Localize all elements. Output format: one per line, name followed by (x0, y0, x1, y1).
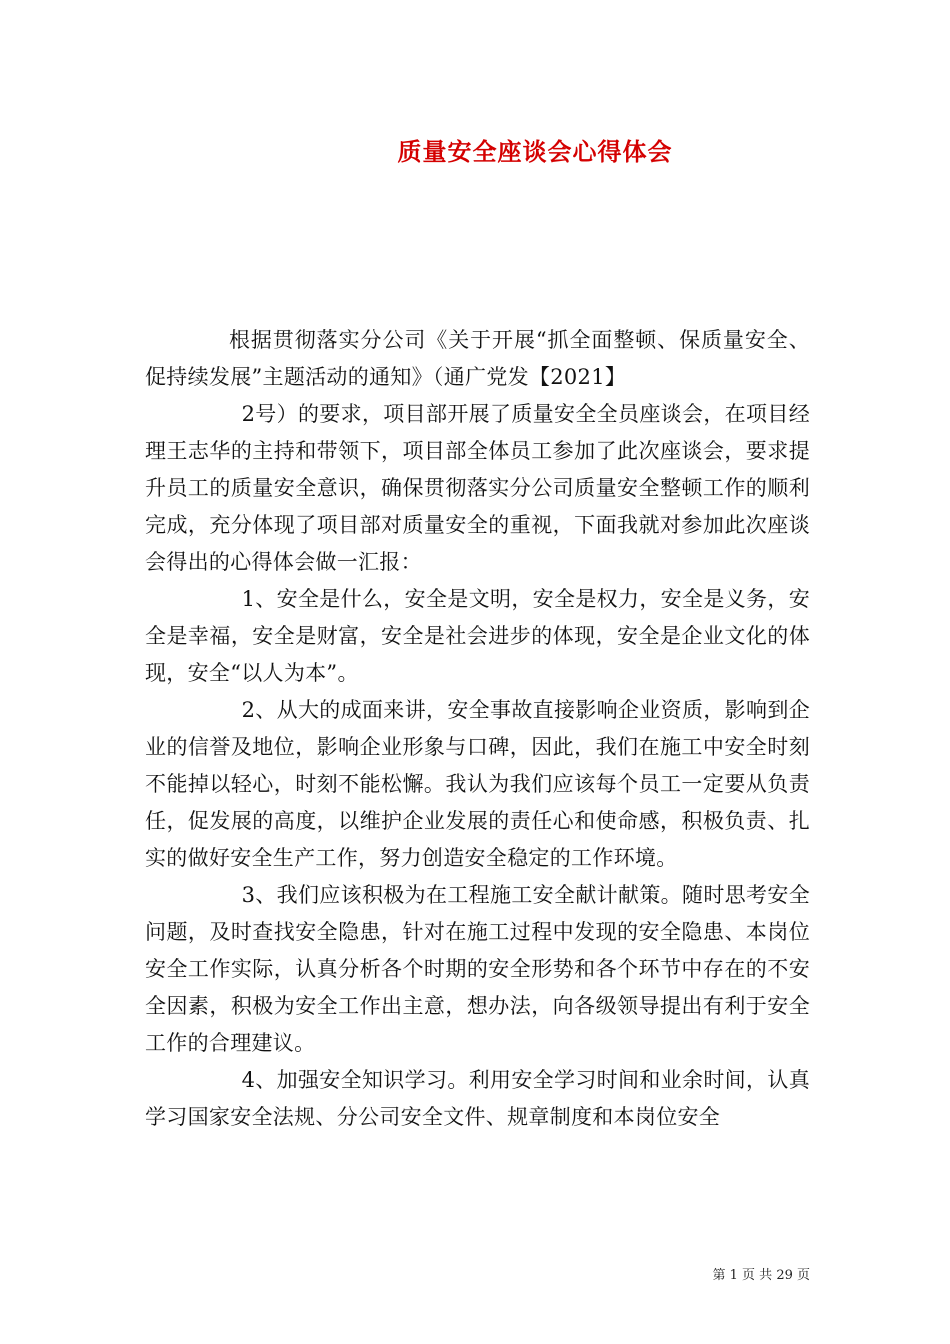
document-title: 质量安全座谈会心得体会 (397, 137, 673, 166)
document-body (145, 322, 810, 1136)
paragraph-point-3: 3、我们应该积极为在工程施工安全献计献策。随时思考安全问题，及时查找安全隐患，针对在施工过程中发现的安全隐患、本岗位安全工作实际，认真分析各个时期的安全形势和各个环节中存在的不安全因素，积极为安全工作出主意，想办法，向各级领导提出有利于安全工作的合理建议。 (145, 883, 810, 1055)
paragraph-point-1: 1、安全是什么，安全是文明，安全是权力，安全是义务，安全是幸福，安全是财富，安全是社会进步的体现，安全是企业文化的体现，安全“以人为本”。 (145, 587, 810, 685)
page-number: 第 1 页 共 29 页 (712, 1268, 810, 1283)
paragraph-intro: 根据贯彻落实分公司《关于开展“抓全面整顿、保质量安全、促持续发展”主题活动的通知》（通广党发【2021】 (145, 328, 810, 389)
paragraph-point-2: 2、从大的成面来讲，安全事故直接影响企业资质，影响到企业的信誉及地位，影响企业形象与口碑，因此，我们在施工中安全时刻不能掉以轻心，时刻不能松懈。我认为我们应该每个员工一定要从负责任，促发展的高度，以维护企业发展的责任心和使命感，积极负责、扎实的做好安全生产工作，努力创造安全稳定的工作环境。 (145, 698, 810, 870)
paragraph-point-4: 4、加强安全知识学习。利用安全学习时间和业余时间，认真学习国家安全法规、分公司安全文件、规章制度和本岗位安全 (145, 1068, 810, 1129)
paragraph-requirement: 2号）的要求，项目部开展了质量安全全员座谈会，在项目经理王志华的主持和带领下，项目部全体员工参加了此次座谈会，要求提升员工的质量安全意识，确保贯彻落实分公司质量安全整顿工作的顺利完成，充分体现了项目部对质量安全的重视，下面我就对参加此次座谈会得出的心得体会做一汇报： (145, 402, 810, 574)
